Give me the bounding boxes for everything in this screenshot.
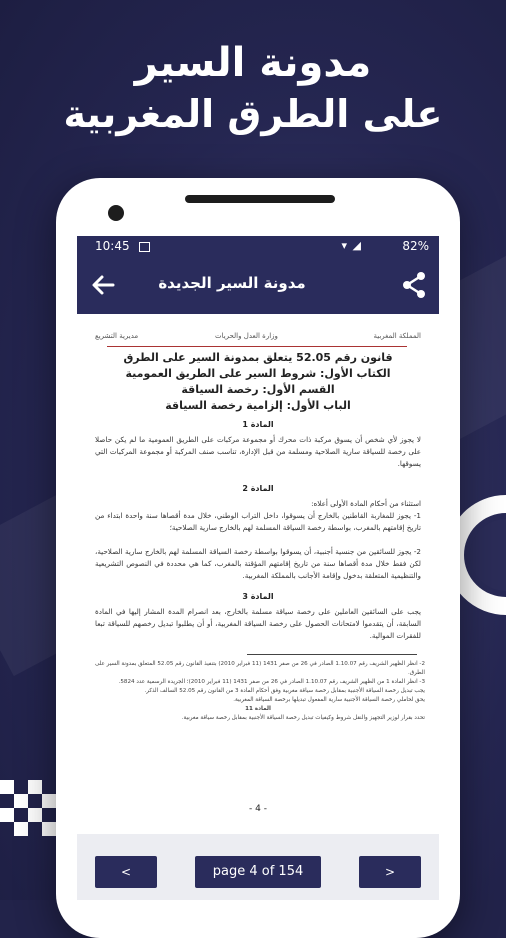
title-line: قانون رقم 52.05 يتعلق بمدونة السير على الطرق [123,351,393,364]
footnote: المادة 11 [245,706,271,712]
status-bar [77,236,439,258]
footnotes [91,660,425,723]
title-line: الباب الأول: إلزامية رخصة السياقة [165,399,351,412]
article-1-text: لا يجوز لأي شخص أن يسوق مركبة ذات محرك أو مجموعة مركبات على الطريق العمومية ما لم يكن حاصلا على رخصة للسياقة سارية الصلاحية ومسلمة من قبل الإدارة، تناسب صنف المركبة أو مجموعة المركبات التي يسوقها. [95,435,421,468]
pagination-bar [77,834,439,900]
article-3-heading: المادة 3 [242,592,274,601]
document-title [91,350,425,414]
article-3-text: يجب على السائقين العاملين على رخصة سياقة مسلمة بالخارج، بعد انصرام المدة المشار إليها في المادة السابقة، أن يتقدموا لامتحانات الحصول على رخصة السياقة المغربية، أو أن يطلبوا تبديل رخصهم للسياقة تبعا للفقرات الموالية. [95,607,421,640]
document-header [95,332,421,346]
article-2-item-1: 1- يجوز للمغاربة القاطنين بالخارج أن يسوقوا، داخل التراب الوطني، خلال مدة أقصاها سنة واحدة ابتداء من تاريخ إقامتهم بالمغرب، بواسطة رخصة السياقة المسلمة لهم بالخارج سارية الصلاحية؛ [95,511,421,532]
page-marker: - 4 - [249,804,267,814]
article-1-heading: المادة 1 [242,420,274,429]
back-button[interactable] [89,270,117,300]
wifi-icon: ▾ [341,239,347,252]
footnote: 2- انظر الظهير الشريف رقم 1.10.07 الصادر في 26 من صفر 1431 (11 فبراير 2010) بتنفيذ القانون رقم 52.05 المتعلق بمدونة السير على الطرق. [94,661,425,676]
footnote: 3- انظر المادة 1 من الظهير الشريف رقم 1.10.07 الصادر في 26 من صفر 1431 (11 فبراير 2010)؛ الجريدة الرسمية عدد 5824. [118,679,425,685]
share-button[interactable] [399,270,429,300]
share-icon [399,270,429,300]
next-page-button[interactable]: > [359,856,421,888]
article-2-intro: استثناء من أحكام المادة الأولى أعلاه: [311,499,421,508]
footnote: تحدد بقرار لوزير التجهيز والنقل شروط وكيفيات تبديل رخصة السياقة الأجنبية بمقابل رخصة سياقة مغربية. [181,715,425,721]
header-rule [107,346,407,347]
footnote-rule [247,654,417,655]
title-line: الكتاب الأول: شروط السير على الطريق العمومية [125,367,391,380]
header-kingdom: المملكة المغربية [373,332,421,340]
app-bar [77,258,439,314]
phone-screen [77,236,439,900]
prev-page-button[interactable]: < [95,856,157,888]
photo-notification-icon [139,242,150,252]
battery-level: 82% [402,239,429,253]
title-line: القسم الأول: رخصة السياقة [181,383,335,396]
promo-title-line1: مدونة السير [134,40,372,86]
page-indicator[interactable]: page 4 of 154 [195,856,321,888]
app-title: مدونة السير الجديدة [158,274,306,292]
status-time: 10:45 [95,239,130,253]
footnote: يحق لحاملي رخصة السياقة الأجنبية سارية المفعول تبديلها برخصة السياقة المغربية. [233,697,425,703]
header-ministry: وزارة العدل والحريات [215,332,278,340]
speaker-grille [185,195,335,203]
article-2-item-2: 2- يجوز للسائقين من جنسية أجنبية، أن يسوقوا بواسطة رخصة السياقة المسلمة لهم بالخارج سارية الصلاحية، لكن فقط خلال مدة أقصاها سنة من تاريخ إقامتهم المؤقتة بالمغرب، كما هي محددة في النصوص التشريعية والتنظيمية المتعلقة بدخول وإقامة الأجانب بالمملكة المغربية. [95,547,421,580]
signal-icon: ◢ [352,239,361,252]
article-2-heading: المادة 2 [242,484,274,493]
camera-icon [108,205,124,221]
header-directorate: مديرية التشريع [95,332,139,340]
arrow-left-icon [89,270,117,300]
promo-title-line2: على الطرق المغربية [63,92,443,136]
document-page [77,314,439,834]
footnote: يجب تبديل رخصة السياقة الأجنبية بمقابل رخصة سياقة مغربية وفق أحكام المادة 3 من القانون رقم 52.05 السالف الذكر. [144,688,425,694]
